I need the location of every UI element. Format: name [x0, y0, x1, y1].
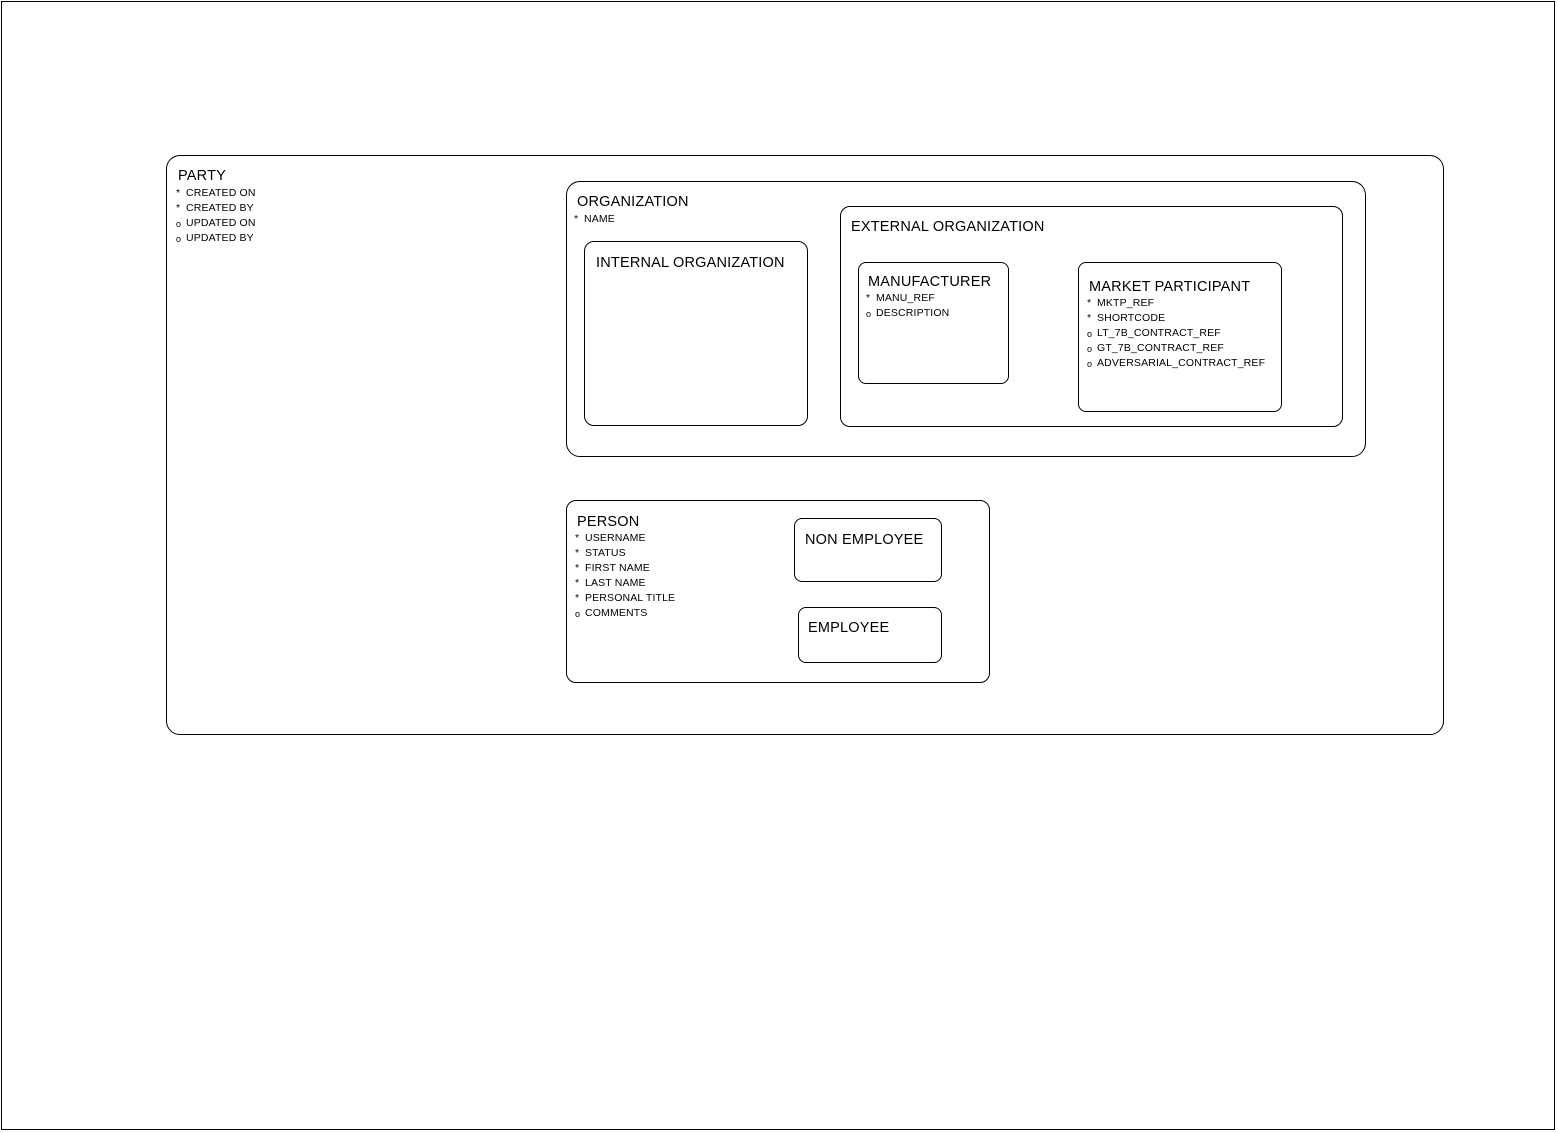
- attribute-name: COMMENTS: [585, 607, 648, 619]
- entity-organization-title: ORGANIZATION: [577, 194, 689, 210]
- attribute-optionality: o: [866, 309, 872, 319]
- attribute-optionality: o: [1087, 344, 1093, 354]
- attribute-name: SHORTCODE: [1097, 312, 1166, 324]
- attribute-optionality: *: [575, 592, 580, 604]
- attribute-row: [176, 231, 256, 246]
- entity-non-employee[interactable]: [794, 518, 942, 582]
- attribute-name: DESCRIPTION: [876, 307, 950, 319]
- attribute-name: ADVERSARIAL_CONTRACT_REF: [1097, 357, 1266, 369]
- attribute-name: MKTP_REF: [1097, 297, 1155, 309]
- attribute-optionality: o: [1087, 329, 1093, 339]
- attribute-row: [1087, 326, 1283, 341]
- attribute-name: FIRST NAME: [585, 562, 650, 574]
- attribute-row: [176, 186, 256, 201]
- attribute-optionality: *: [574, 213, 579, 225]
- attribute-row: [575, 591, 675, 606]
- entity-external-organization-title: EXTERNAL ORGANIZATION: [851, 219, 1045, 235]
- attribute-row: [1087, 311, 1283, 326]
- attribute-name: CREATED ON: [186, 187, 256, 199]
- attribute-optionality: o: [176, 234, 182, 244]
- attribute-row: [574, 212, 615, 227]
- attribute-optionality: *: [176, 202, 181, 214]
- attribute-optionality: *: [1087, 312, 1092, 324]
- attribute-optionality: o: [176, 219, 182, 229]
- entity-market-participant-attributes: [1087, 296, 1283, 371]
- attribute-name: USERNAME: [585, 532, 646, 544]
- attribute-optionality: o: [1087, 359, 1093, 369]
- entity-non-employee-title: NON EMPLOYEE: [805, 532, 924, 548]
- entity-party-title: PARTY: [178, 168, 227, 184]
- entity-market-participant-title: MARKET PARTICIPANT: [1089, 279, 1251, 295]
- attribute-optionality: *: [575, 532, 580, 544]
- attribute-name: UPDATED ON: [186, 217, 256, 229]
- attribute-name: CREATED BY: [186, 202, 254, 214]
- attribute-name: GT_7B_CONTRACT_REF: [1097, 342, 1224, 354]
- entity-party-attributes: [176, 186, 256, 246]
- attribute-optionality: *: [866, 292, 871, 304]
- attribute-row: [866, 291, 949, 306]
- attribute-row: [575, 576, 675, 591]
- attribute-optionality: *: [575, 577, 580, 589]
- entity-internal-organization-title: INTERNAL ORGANIZATION: [596, 255, 785, 271]
- entity-person-title: PERSON: [577, 514, 640, 530]
- attribute-row: [1087, 341, 1283, 356]
- entity-manufacturer-title: MANUFACTURER: [868, 274, 992, 290]
- attribute-row: [575, 606, 675, 621]
- attribute-row: [575, 561, 675, 576]
- entity-manufacturer-attributes: [866, 291, 949, 321]
- entity-employee-title: EMPLOYEE: [808, 620, 890, 636]
- attribute-row: [575, 531, 675, 546]
- attribute-name: NAME: [584, 213, 615, 225]
- attribute-row: [176, 201, 256, 216]
- entity-organization-attributes: [574, 212, 615, 227]
- attribute-name: LT_7B_CONTRACT_REF: [1097, 327, 1221, 339]
- attribute-row: [866, 306, 949, 321]
- attribute-name: STATUS: [585, 547, 626, 559]
- attribute-row: [1087, 296, 1283, 311]
- attribute-name: UPDATED BY: [186, 232, 254, 244]
- attribute-row: [575, 546, 675, 561]
- attribute-optionality: o: [575, 609, 581, 619]
- attribute-name: LAST NAME: [585, 577, 646, 589]
- attribute-row: [176, 216, 256, 231]
- attribute-optionality: *: [1087, 297, 1092, 309]
- attribute-optionality: *: [575, 547, 580, 559]
- attribute-name: PERSONAL TITLE: [585, 592, 676, 604]
- attribute-optionality: *: [575, 562, 580, 574]
- entity-person-attributes: [575, 531, 675, 621]
- attribute-name: MANU_REF: [876, 292, 935, 304]
- attribute-optionality: *: [176, 187, 181, 199]
- attribute-row: [1087, 356, 1283, 371]
